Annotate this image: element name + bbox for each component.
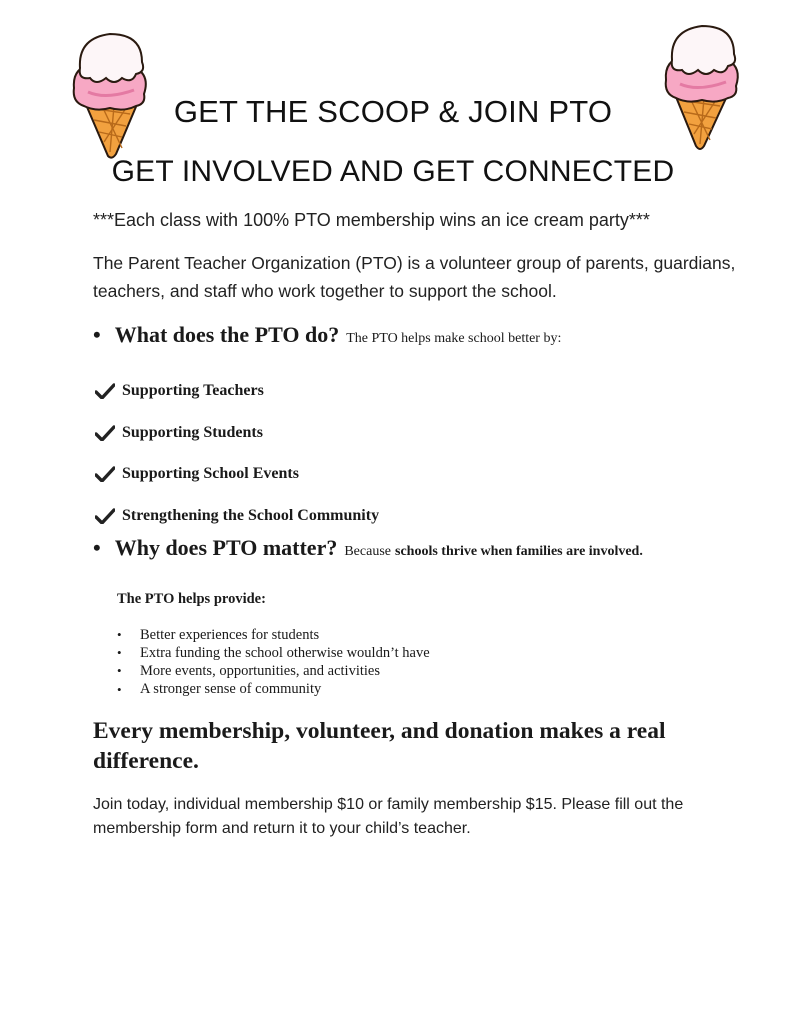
what-section-heading xyxy=(93,322,773,348)
why-tail-bold: schools thrive when families are involved. xyxy=(395,544,643,559)
what-heading: What does the PTO do? xyxy=(114,322,340,347)
what-tail: The PTO helps make school better by: xyxy=(346,331,562,346)
bullet: • xyxy=(117,663,122,679)
check-label: Supporting Students xyxy=(122,423,263,441)
list-item xyxy=(117,662,617,680)
page-subtitle: GET INVOLVED AND GET CONNECTED xyxy=(111,155,675,188)
list-item xyxy=(95,370,695,412)
join-paragraph: Join today, individual membership $10 or family membership $15. Please fill out the membership form and return it to your child’s teacher. xyxy=(93,796,684,837)
list-item-text: A stronger sense of community xyxy=(140,681,322,698)
provide-list xyxy=(117,626,617,699)
list-item-text: Extra funding the school otherwise wouldn’t have xyxy=(140,644,430,661)
check-label: Supporting School Events xyxy=(122,465,299,483)
bullet: • xyxy=(117,681,122,697)
list-item xyxy=(95,453,695,495)
bullet: • xyxy=(93,322,101,347)
checkmark-icon xyxy=(95,383,115,399)
ice-cream-cone-icon xyxy=(660,20,746,152)
why-tail-lead: Because xyxy=(344,544,391,559)
checkmark-icon xyxy=(95,508,115,524)
bullet: • xyxy=(117,627,122,643)
why-heading: Why does PTO matter? xyxy=(114,535,338,560)
intro-paragraph: The Parent Teacher Organization (PTO) is a volunteer group of parents, guardians, teachers, and staff who work together to support the school. xyxy=(93,253,736,301)
check-list xyxy=(95,370,695,537)
list-item xyxy=(117,681,617,699)
page-title: GET THE SCOOP & JOIN PTO xyxy=(173,94,613,129)
list-item xyxy=(117,626,617,644)
checkmark-icon xyxy=(95,466,115,482)
list-item-text: More events, opportunities, and activities xyxy=(140,662,381,679)
list-item xyxy=(95,412,695,454)
list-item xyxy=(117,644,617,662)
call-to-action: Every membership, volunteer, and donation makes a real difference. xyxy=(93,718,666,774)
bullet: • xyxy=(93,535,101,560)
list-item-text: Better experiences for students xyxy=(140,626,320,643)
check-label: Strengthening the School Community xyxy=(122,506,380,524)
check-label: Supporting Teachers xyxy=(122,381,264,399)
party-note: ***Each class with 100% PTO membership wins an ice cream party*** xyxy=(93,210,650,230)
why-section-heading xyxy=(93,535,773,561)
provide-heading: The PTO helps provide: xyxy=(117,591,266,607)
list-item xyxy=(95,495,695,537)
checkmark-icon xyxy=(95,425,115,441)
bullet: • xyxy=(117,645,122,661)
